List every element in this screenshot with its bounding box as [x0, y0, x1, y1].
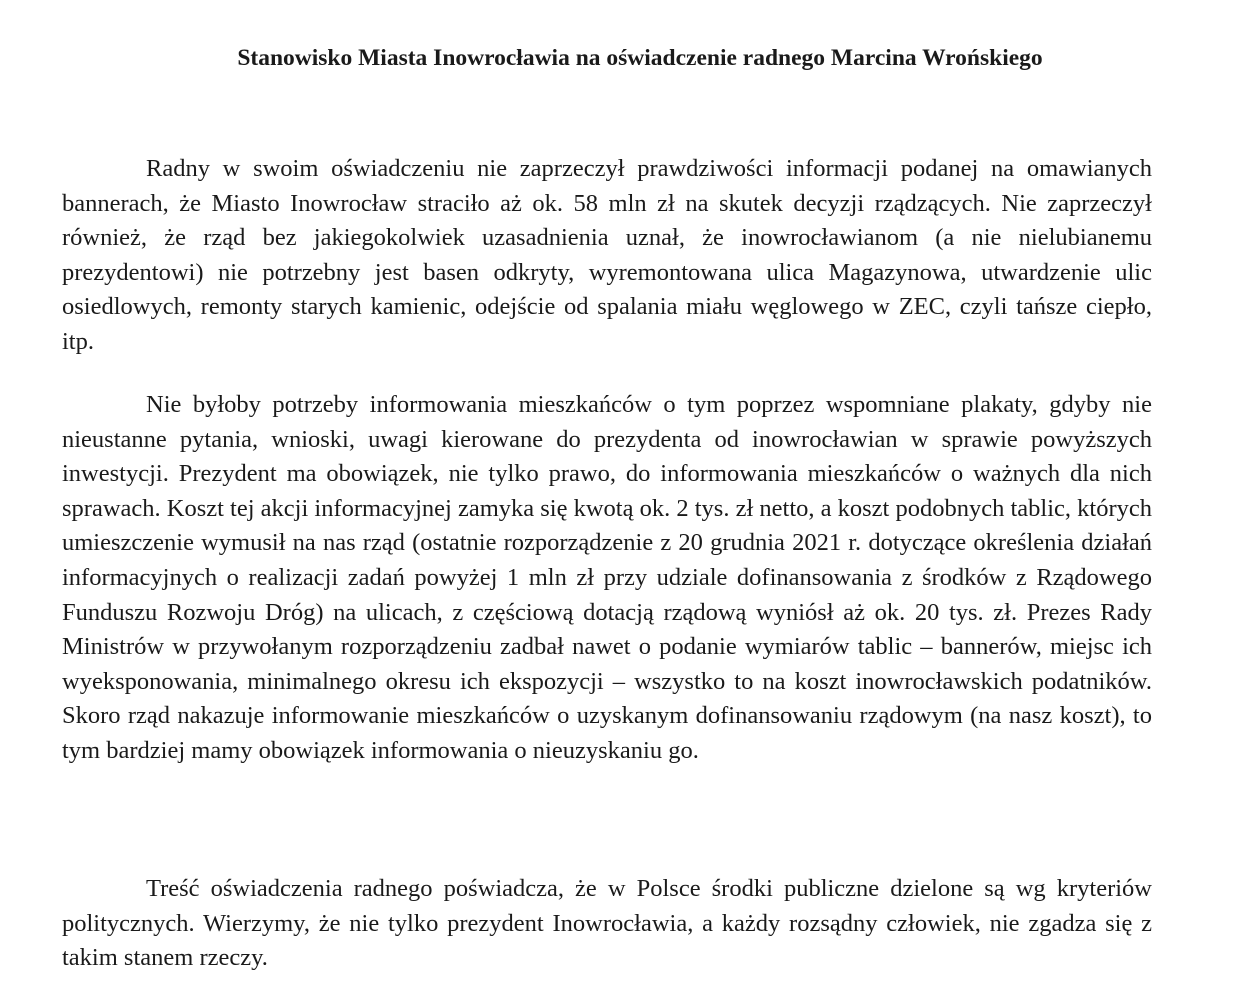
paragraph-2: Nie byłoby potrzeby informowania mieszkańców o tym poprzez wspomniane plakaty, gdyby nie nieustanne pytania, wnioski, uwagi kierowane do prezydenta od inowrocławian w sprawie powyższych inwestycji. Prezydent ma obowiązek, nie tylko prawo, do informowania mieszkańców o ważnych dla nich sprawach. Koszt tej akcji informacyjnej zamyka się kwotą ok. 2 tys. zł netto, a koszt podobnych tablic, których umieszczenie wymusił na nas rząd (ostatnie rozporządzenie z 20 grudnia 2021 r. dotyczące określenia działań informacyjnych o realizacji zadań powyżej 1 mln zł przy udziale dofinansowania z środków z Rządowego Funduszu Rozwoju Dróg) na ulicach, z częściową dotacją rządową wyniósł aż ok. 20 tys. zł. Prezes Rady Ministrów w przywołanym rozporządzeniu zadbał nawet o podanie wymiarów tablic – bannerów, miejsc ich wyeksponowania, minimalnego okresu ich ekspozycji – wszystko to na koszt inowrocławskich podatników. Skoro rząd nakazuje informowanie mieszkańców o uzyskanym dofinansowaniu rządowym (na nasz koszt), to tym bardziej mamy obowiązek informowania o nieuzyskaniu go. — [62, 391, 1152, 764]
document-title: Stanowisko Miasta Inowrocławia na oświadczenie radnego Marcina Wrońskiego — [237, 45, 1043, 71]
paragraph-1: Radny w swoim oświadczeniu nie zaprzeczył prawdziwości informacji podanej na omawianych bannerach, że Miasto Inowrocław straciło aż ok. 58 mln zł na skutek decyzji rządzących. Nie zaprzeczył również, że rząd bez jakiegokolwiek uzasadnienia uznał, że inowrocławianom (a nie nielubianemu prezydentowi) nie potrzebny jest basen odkryty, wyremontowana ulica Magazynowa, utwardzenie ulic osiedlowych, remonty starych kamienic, odejście od spalania miału węglowego w ZEC, czyli tańsze ciepło, itp. — [62, 155, 1152, 355]
paragraph-3: Treść oświadczenia radnego poświadcza, że w Polsce środki publiczne dzielone są wg kryteriów politycznych. Wierzymy, że nie tylko prezydent Inowrocławia, a każdy rozsądny człowiek, nie zgadza się z takim stanem rzeczy. — [62, 875, 1152, 972]
